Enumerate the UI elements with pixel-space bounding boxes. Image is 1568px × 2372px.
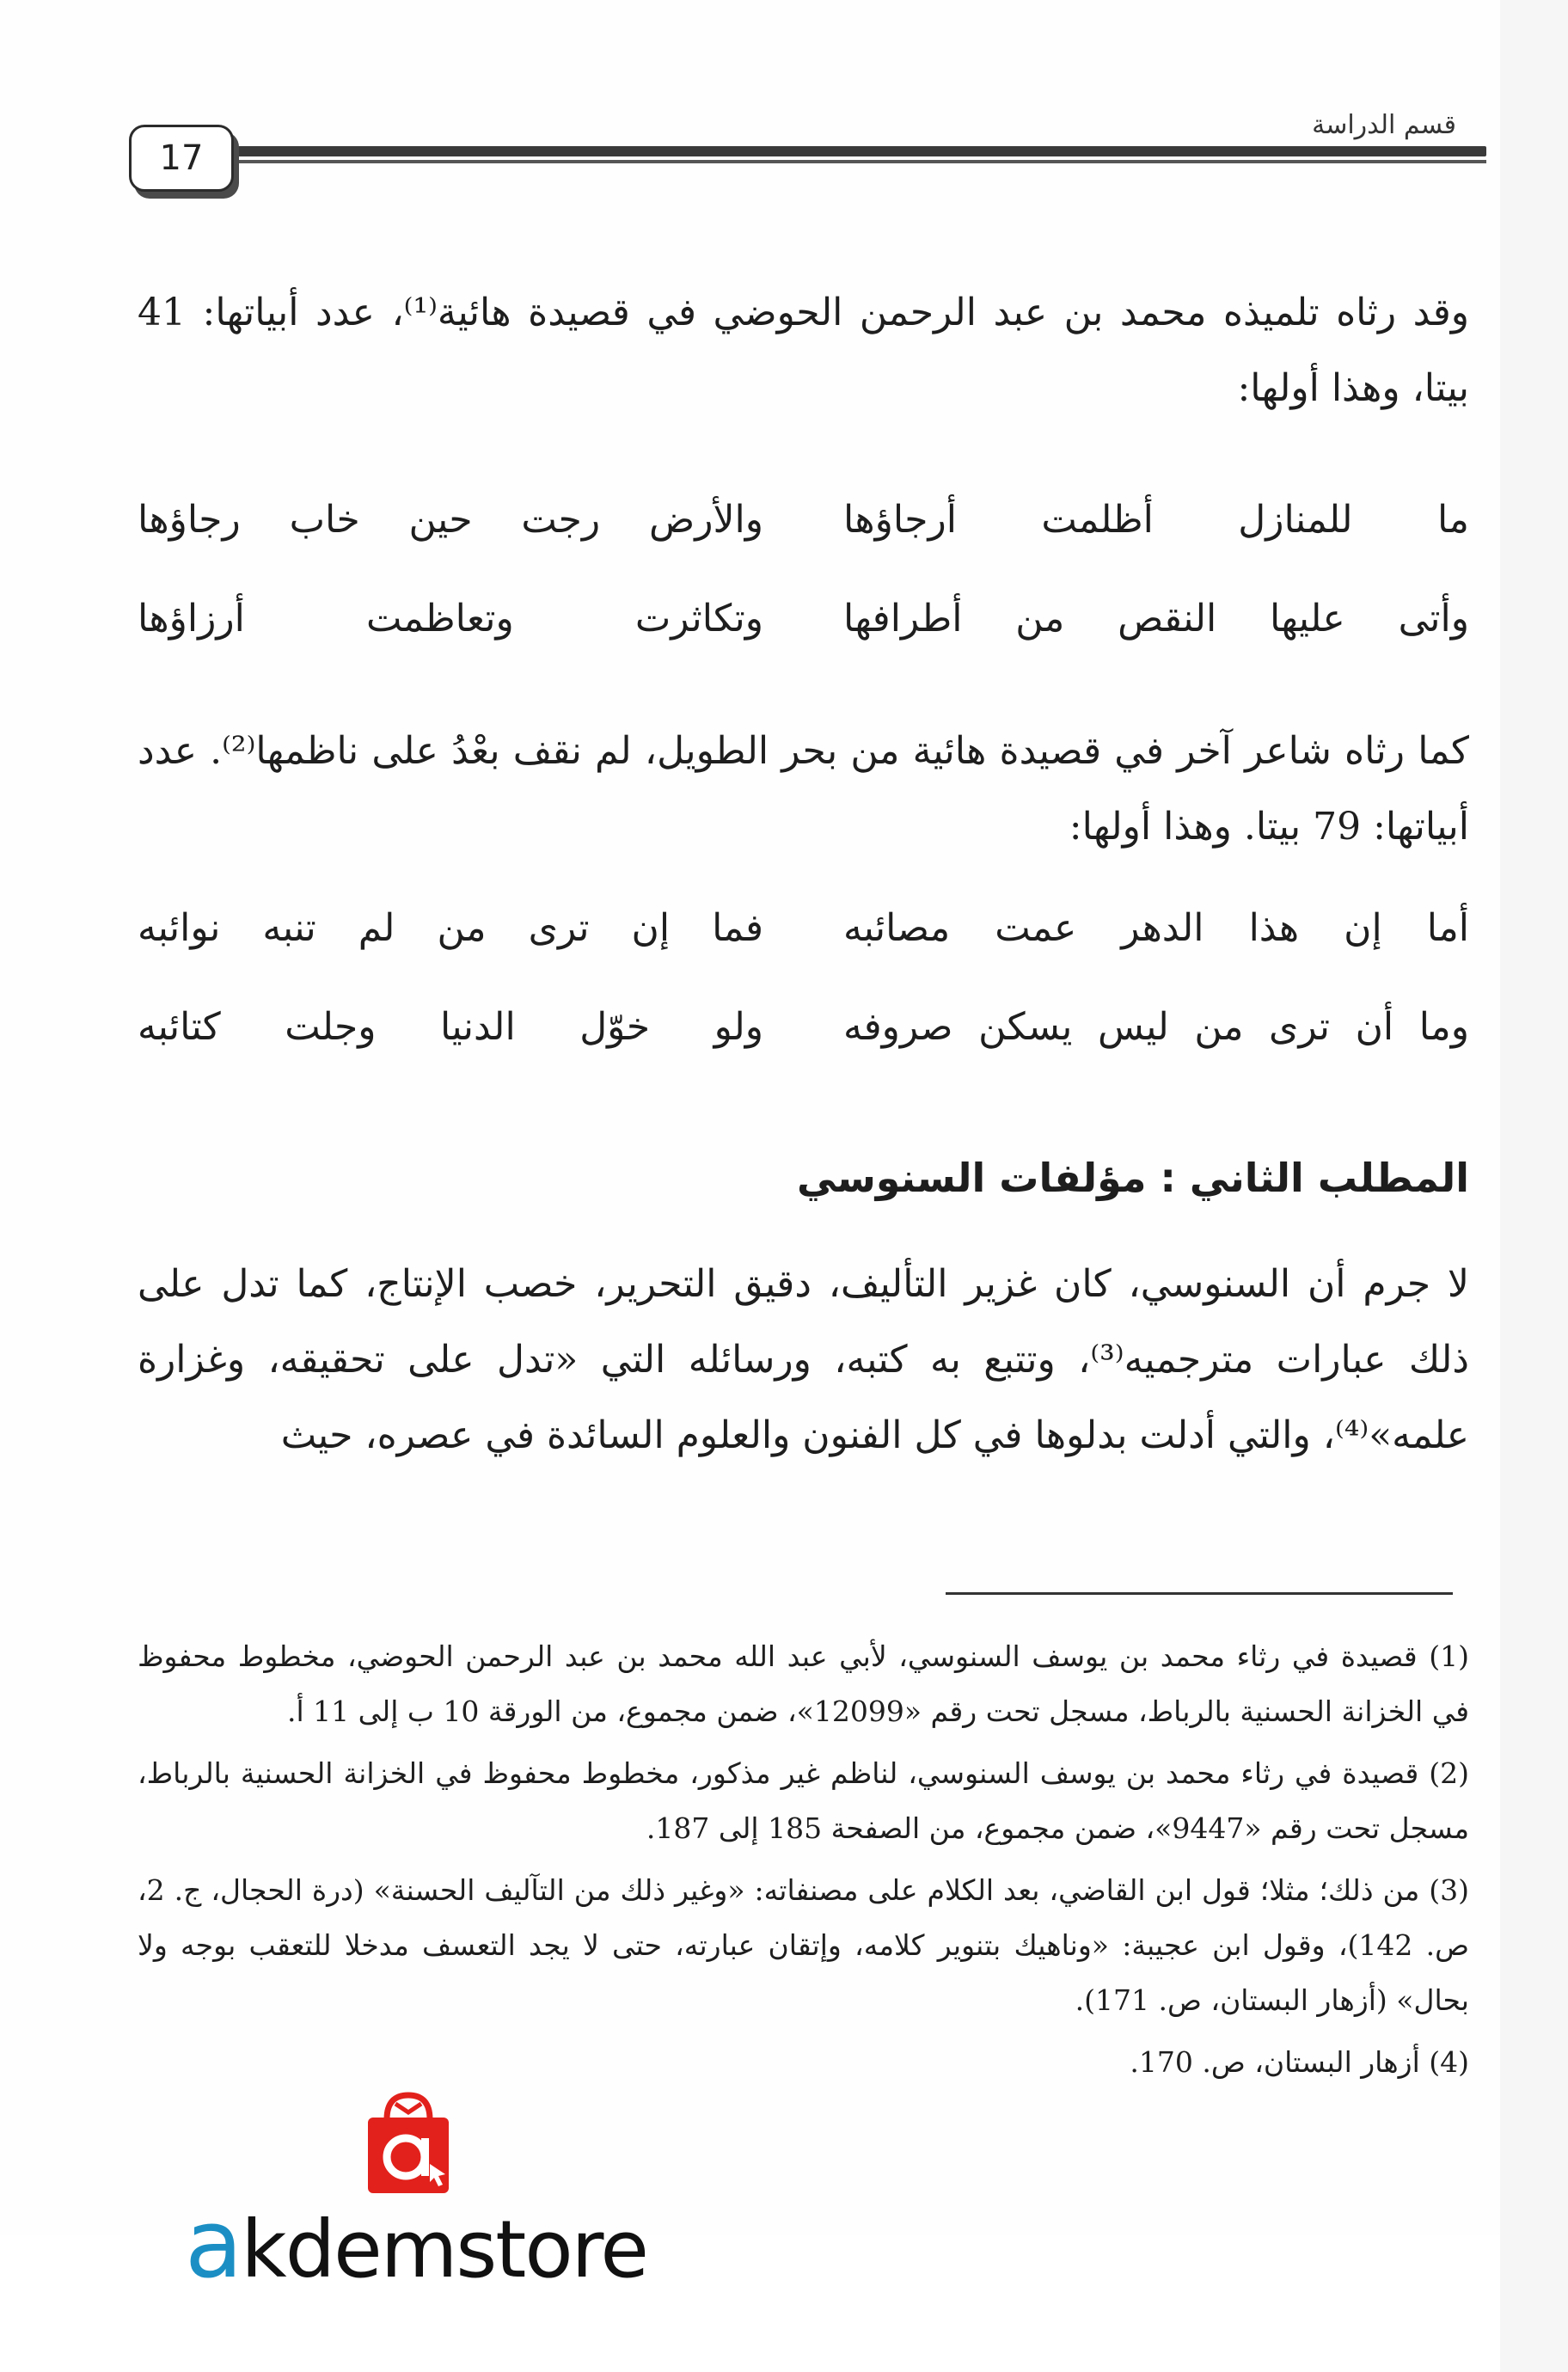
- store-logo-wordmark: akdemstore: [185, 2189, 648, 2299]
- verse-first-hemistich: أما إن هذا الدهر عمت مصائبه: [842, 906, 1469, 950]
- page-edge-shade: [1500, 0, 1568, 2372]
- verse-second-hemistich: فما إن ترى من لم تنبه نوائبه: [138, 906, 764, 950]
- paragraph-intro: وقد رثاه تلميذه محمد بن عبد الرحمن الحوضي في قصيدة هائية⁽¹⁾، عدد أبياتها: 41 بيتا، وهذا أولها:: [138, 291, 1469, 410]
- footnote-4: (4) أزهار البستان، ص. 170.: [1130, 2045, 1469, 2079]
- section-heading: المطلب الثاني : مؤلفات السنوسي: [797, 1155, 1469, 1201]
- verse-line: [138, 890, 1469, 967]
- verse-second-hemistich: ولو خوّل الدنيا وجلت كتائبه: [138, 1005, 764, 1049]
- verse-line: [138, 580, 1469, 658]
- running-header-title: قسم الدراسة: [1312, 110, 1456, 140]
- header-rule: [232, 146, 1486, 156]
- verse-second-hemistich: وتكاثرت وتعاظمت أرزاؤها: [138, 597, 764, 641]
- verse-line: [138, 989, 1469, 1066]
- footnotes: [138, 1629, 1469, 2097]
- verse-first-hemistich: وما أن ترى من ليس يسكن صروفه: [842, 1005, 1469, 1049]
- footnote-2: (2) قصيدة في رثاء محمد بن يوسف السنوسي، لناظم غير مذكور، مخطوط محفوظ في الخزانة الحسنية بالرباط، مسجل تحت رقم «9447»، ضمن مجموع، من الصفحة 185 إلى 187.: [138, 1756, 1469, 1845]
- footnote-3: (3) من ذلك؛ مثلا؛ قول ابن القاضي، بعد الكلام على مصنفاته: «وغير ذلك من التآليف الحسنة» (درة الحجال، ج. 2، ص. 142)، وقول ابن عجيبة: «وناهيك بتنوير كلامه، وإتقان عبارته، حتى لا يجد التعسف مدخلا للتعقب بوجه ولا بحال» (أزهار البستان، ص. 171).: [138, 1873, 1469, 2017]
- page-number: 17: [129, 125, 234, 192]
- verse-first-hemistich: ما للمنازل أظلمت أرجاؤها: [842, 498, 1469, 542]
- verse-second-hemistich: والأرض رجت حين خاب رجاؤها: [138, 498, 764, 542]
- header-rule-thin: [232, 160, 1486, 163]
- footnote-1: (1) قصيدة في رثاء محمد بن يوسف السنوسي، لأبي عبد الله محمد بن عبد الرحمن الحوضي، مخطوط محفوظ في الخزانة الحسنية بالرباط، مسجل تحت رقم «12099»، ضمن مجموع، من الورقة 10 ب إلى 11 أ.: [138, 1640, 1469, 1728]
- verse-first-hemistich: وأتى عليها النقص من أطرافها: [842, 597, 1469, 641]
- footnote-separator: [946, 1592, 1453, 1595]
- paragraph-works: لا جرم أن السنوسي، كان غزير التأليف، دقيق التحرير، خصب الإنتاج، كما تدل على ذلك عبارات مترجميه⁽³⁾، وتتبع به كتبه، ورسائله التي «تدل على تحقيقه، وغزارة علمه»⁽⁴⁾، والتي أدلت بدلوها في كل الفنون والعلوم السائدة في عصره، حيث: [138, 1262, 1469, 1457]
- shopping-bag-logo-icon: [361, 2085, 456, 2197]
- paragraph-second-elegy: كما رثاه شاعر آخر في قصيدة هائية من بحر الطويل، لم نقف بعْدُ على ناظمها⁽²⁾. عدد أبياتها: 79 بيتا. وهذا أولها:: [138, 729, 1469, 849]
- verse-line: [138, 481, 1469, 559]
